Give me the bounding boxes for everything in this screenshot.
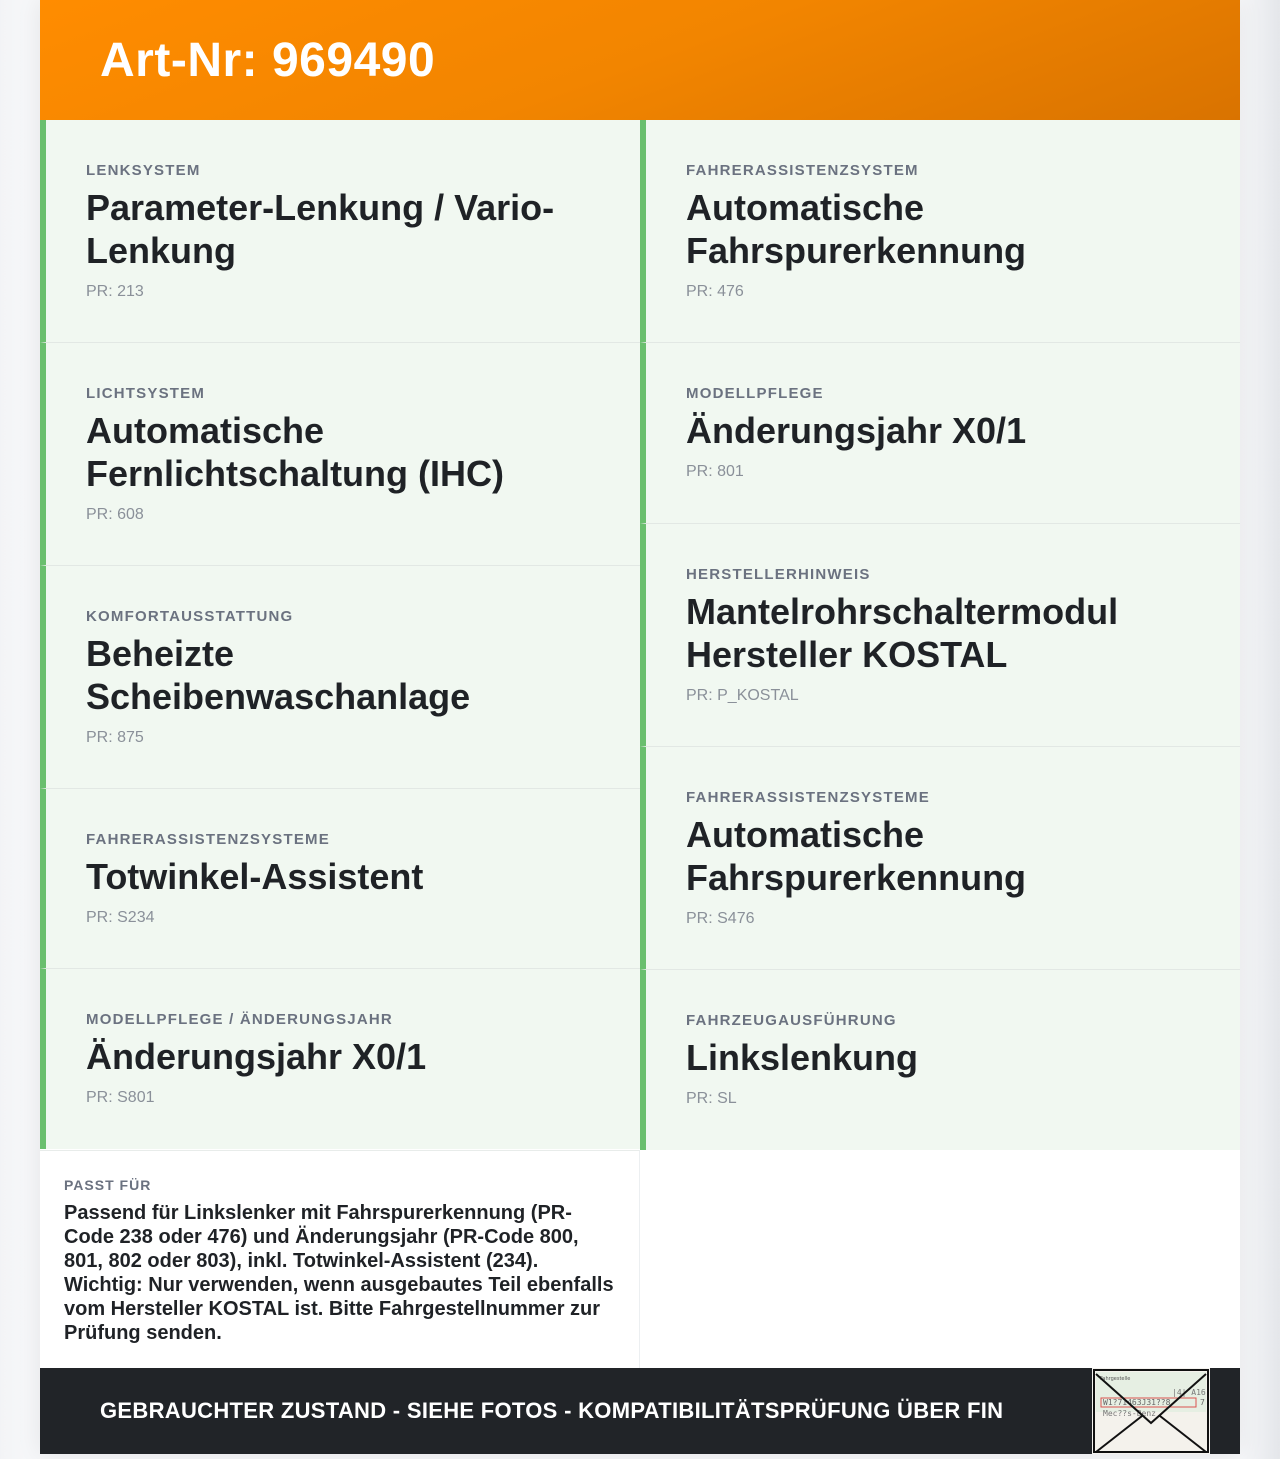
fits-label: PASST FÜR (64, 1177, 152, 1193)
feature-title: Automatische Fahrspurerkennung (686, 814, 1027, 898)
feature-card (40, 343, 640, 566)
feature-title: Mantelrohrschaltermodul Hersteller KOSTAL (686, 591, 1119, 675)
feature-card (40, 120, 640, 343)
feature-pr-code: PR: SL (686, 1090, 737, 1107)
feature-pr-code: PR: 608 (86, 506, 144, 523)
feature-card (640, 524, 1240, 747)
feature-title: Linkslenkung (686, 1037, 919, 1078)
feature-title: Automatische Fahrspurerkennung (686, 187, 1027, 271)
feature-pr-code: PR: P_KOSTAL (686, 687, 799, 704)
feature-category: HERSTELLERHINWEIS (686, 566, 871, 583)
feature-pr-code: PR: S801 (86, 1089, 155, 1106)
fits-description: Passend für Linkslenker mit Fahrspurerkennung (PR-Code 238 oder 476) und Änderungsjahr (PR-Code 800, 801, 802 oder 803), inkl. Totwinkel-Assistent (234). Wichtig: Nur verwenden, wenn ausgebautes Teil ebenfalls vom Hersteller KOSTAL ist. Bitte Fahrgestellnummer zur Prüfung senden. (64, 1202, 614, 1344)
feature-card (640, 343, 1240, 524)
svg-text:Mec??s-Benz: Mec??s-Benz (1103, 1409, 1156, 1418)
feature-pr-code: PR: 875 (86, 729, 144, 746)
feature-category: LENKSYSTEM (86, 162, 201, 179)
footer-bar (40, 1368, 1240, 1454)
svg-text:W1?71463J31??8: W1?71463J31??8 (1103, 1398, 1171, 1407)
fits-panel (40, 1150, 640, 1368)
feature-title: Automatische Fernlichtschaltung (IHC) (86, 410, 505, 494)
condition-note: GEBRAUCHTER ZUSTAND - SIEHE FOTOS - KOMPATIBILITÄTSPRÜFUNG ÜBER FIN (100, 1398, 1004, 1423)
header-banner (40, 0, 1240, 120)
feature-category: KOMFORTAUSSTATTUNG (86, 608, 294, 625)
svg-text:7: 7 (1200, 1398, 1205, 1407)
features-column-left (40, 120, 640, 1150)
feature-pr-code: PR: S476 (686, 910, 755, 927)
feature-card (640, 747, 1240, 970)
feature-title: Beheizte Scheibenwaschanlage (86, 633, 471, 717)
feature-category: LICHTSYSTEM (86, 385, 206, 402)
feature-title: Änderungsjahr X0/1 (86, 1036, 427, 1077)
feature-category: FAHRERASSISTENZSYSTEME (686, 789, 930, 806)
feature-card (40, 789, 640, 969)
feature-category: FAHRERASSISTENZSYSTEME (86, 831, 330, 848)
svg-text:|4| A16: |4| A16 (1172, 1388, 1206, 1397)
feature-pr-code: PR: 801 (686, 463, 744, 480)
features-column-right (640, 120, 1240, 1150)
feature-category: FAHRERASSISTENZSYSTEM (686, 162, 919, 179)
feature-pr-code: PR: 476 (686, 283, 744, 300)
empty-panel (640, 1150, 1240, 1368)
feature-title: Änderungsjahr X0/1 (686, 410, 1027, 451)
feature-pr-code: PR: 213 (86, 283, 144, 300)
features-grid (40, 120, 1240, 1150)
listing-page (40, 0, 1240, 1454)
envelope-vin-icon (1092, 1368, 1210, 1454)
feature-card (640, 120, 1240, 343)
svg-text:Fahrgestelle: Fahrgestelle (1100, 1376, 1131, 1382)
feature-category: MODELLPFLEGE (686, 385, 824, 402)
feature-card (640, 970, 1240, 1150)
feature-card (40, 566, 640, 789)
feature-category: MODELLPFLEGE / ÄNDERUNGSJAHR (86, 1011, 393, 1028)
article-number-title: Art-Nr: 969490 (100, 33, 436, 87)
feature-title: Parameter-Lenkung / Vario-Lenkung (86, 187, 555, 271)
compatibility-section (40, 1150, 1240, 1368)
feature-title: Totwinkel-Assistent (86, 856, 424, 897)
feature-card (40, 969, 640, 1149)
feature-pr-code: PR: S234 (86, 909, 155, 926)
feature-category: FAHRZEUGAUSFÜHRUNG (686, 1012, 897, 1029)
